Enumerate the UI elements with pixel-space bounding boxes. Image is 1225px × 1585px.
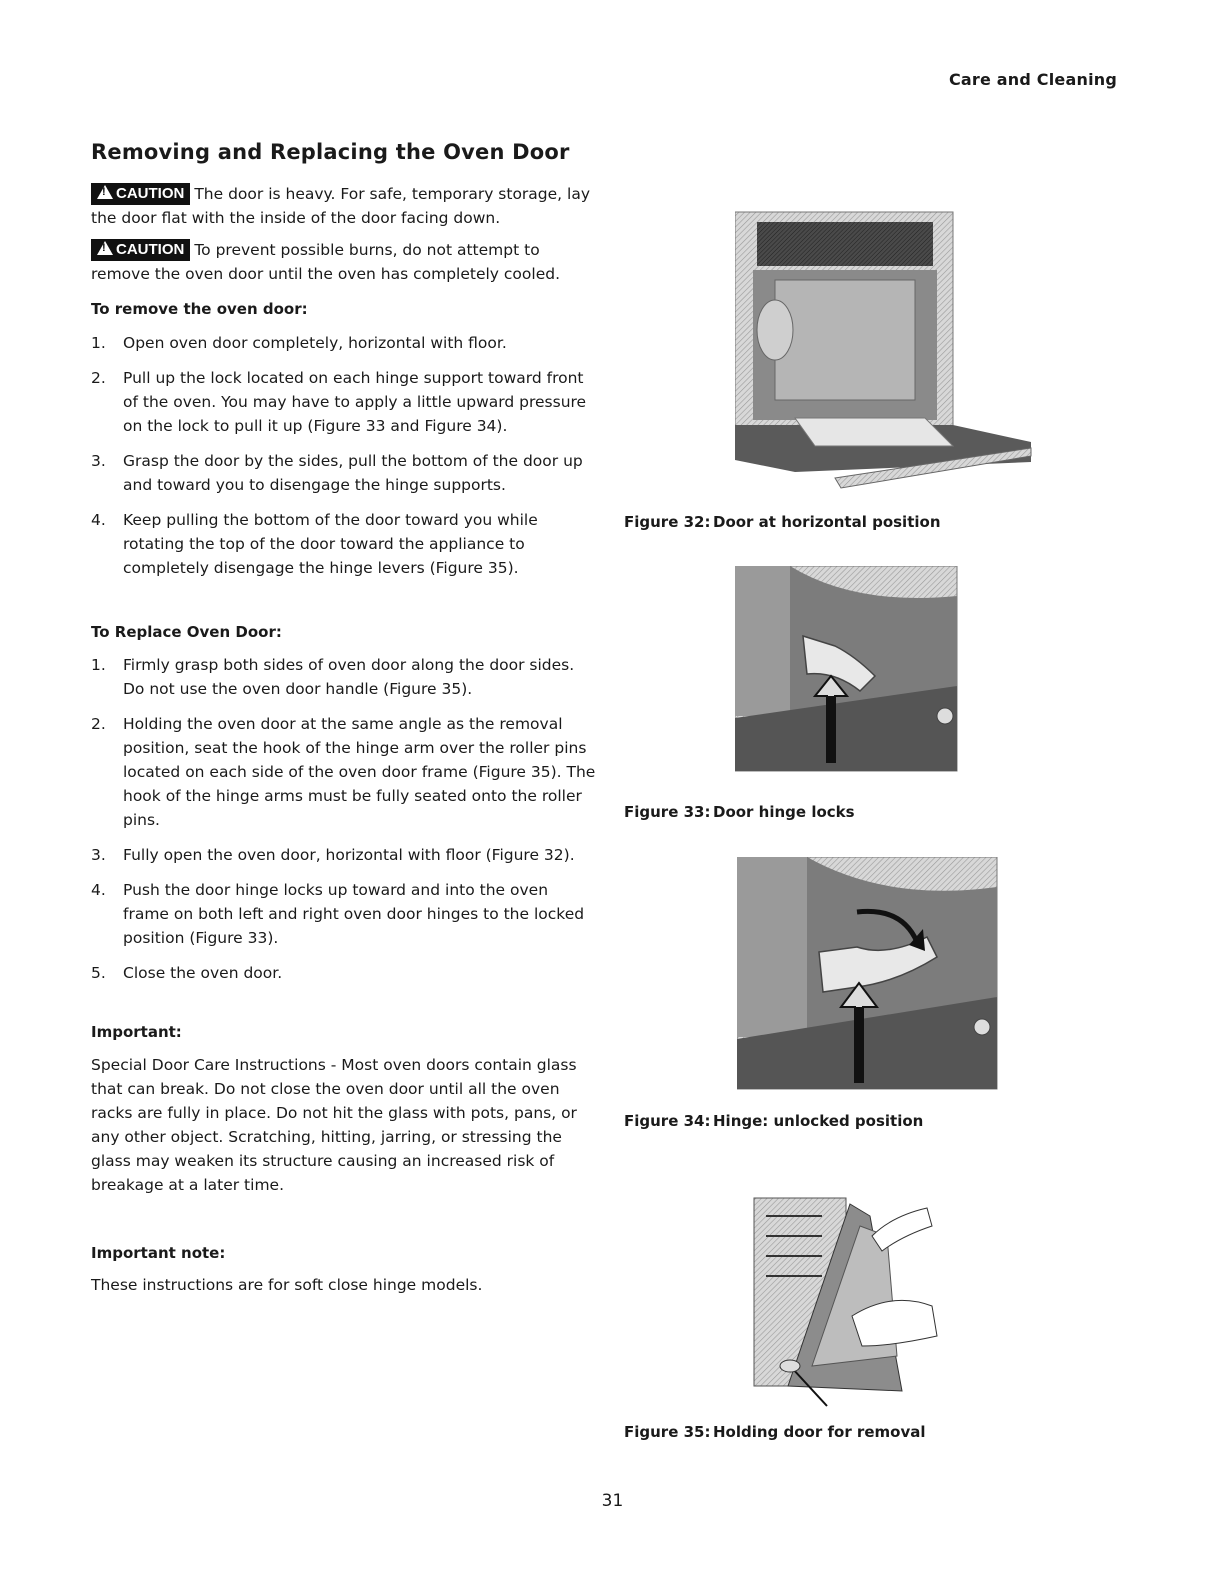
list-item: 4. Keep pulling the bottom of the door toward you while rotating the top of the door toward the appliance to completely disengage the hinge levers (Figure 35). bbox=[91, 511, 538, 577]
caution-badge: !CAUTION bbox=[91, 239, 190, 261]
figure-32-caption: Figure 32: Door at horizontal position bbox=[624, 513, 941, 531]
section-header: Care and Cleaning bbox=[948, 70, 1117, 89]
remove-steps bbox=[91, 331, 596, 591]
list-item: 1. Firmly grasp both sides of oven door along the door sides. Do not use the oven door handle (Figure 35). bbox=[91, 656, 575, 698]
figure-34-caption: Figure 34: Hinge: unlocked position bbox=[624, 1112, 924, 1130]
warning-triangle-icon bbox=[97, 241, 113, 255]
caution-text: To prevent possible burns, do not attempt to remove the oven door until the oven has completely cooled. bbox=[91, 241, 560, 283]
door-removal-illustration bbox=[752, 1196, 942, 1411]
replace-steps bbox=[91, 653, 596, 996]
important-note-text: These instructions are for soft close hinge models. bbox=[91, 1276, 483, 1294]
important-text: Special Door Care Instructions - Most oven doors contain glass that can break. Do not close the oven door until all the oven racks are fully in place. Do not hit the glass with pots, pans, or any other object. Scratching, hitting, jarring, or stressing the glass may weaken its structure causing an increased risk of breakage at a later time. bbox=[91, 1056, 577, 1194]
replace-heading: To Replace Oven Door: bbox=[91, 623, 282, 641]
warning-triangle-icon bbox=[97, 185, 113, 199]
page-title: Removing and Replacing the Oven Door bbox=[91, 140, 570, 164]
list-item: 3. Grasp the door by the sides, pull the bottom of the door up and toward you to disengage the hinge supports. bbox=[91, 452, 583, 494]
oven-open-door-illustration bbox=[735, 210, 1035, 492]
caution-1 bbox=[91, 182, 596, 230]
caution-text: The door is heavy. For safe, temporary storage, lay the door flat with the inside of the door facing down. bbox=[91, 185, 591, 227]
remove-heading: To remove the oven door: bbox=[91, 300, 308, 318]
list-item: 1. Open oven door completely, horizontal with floor. bbox=[91, 334, 507, 352]
figure-35-caption: Figure 35: Holding door for removal bbox=[624, 1423, 926, 1441]
caution-badge: !CAUTION bbox=[91, 183, 190, 205]
hinge-unlocked-illustration bbox=[737, 857, 999, 1097]
figure-33-caption: Figure 33: Door hinge locks bbox=[624, 803, 855, 821]
important-note-heading: Important note: bbox=[91, 1244, 226, 1262]
list-item: 4. Push the door hinge locks up toward and into the oven frame on both left and right oven door hinges to the locked position (Figure 33). bbox=[91, 881, 585, 947]
list-item: 2. Holding the oven door at the same angle as the removal position, seat the hook of the hinge arm over the roller pins located on each side of the oven door frame (Figure 35). The hook of the hinge arms must be fully seated onto the roller pins. bbox=[91, 715, 596, 829]
page-number: 31 bbox=[601, 1491, 624, 1511]
list-item: 2. Pull up the lock located on each hinge support toward front of the oven. You may have to apply a little upward pressure on the lock to pull it up (Figure 33 and Figure 34). bbox=[91, 369, 587, 435]
important-heading: Important: bbox=[91, 1023, 182, 1041]
hinge-lock-illustration bbox=[735, 566, 960, 778]
list-item: 5. Close the oven door. bbox=[91, 964, 283, 982]
caution-2 bbox=[91, 238, 596, 286]
list-item: 3. Fully open the oven door, horizontal with floor (Figure 32). bbox=[91, 846, 575, 864]
